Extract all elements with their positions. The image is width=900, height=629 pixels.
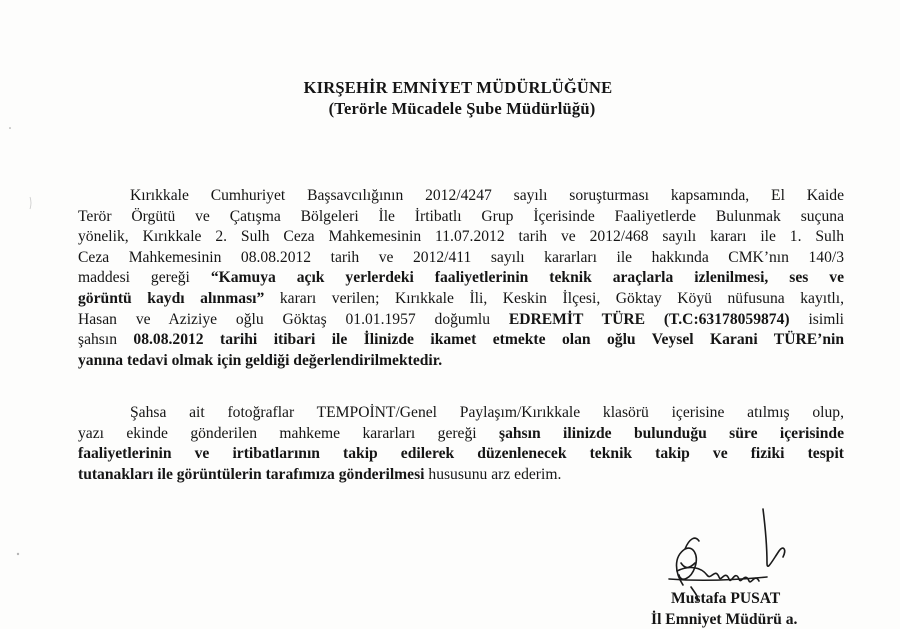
paragraph-1-line [78,248,844,269]
document-title: KIRŞEHİR EMNİYET MÜDÜRLÜĞÜNE [303,78,613,97]
paragraph-1-line [78,268,844,289]
paragraph-1-line [78,289,844,310]
bold-text-run: görüntü kaydı alınması” [78,289,265,307]
document-subtitle: (Terörle Mücadele Şube Müdürlüğü) [328,99,596,118]
text-run: hususunu arz ederim. [424,465,562,483]
paragraph-1-line [78,351,844,372]
text-run: kararı verilen; Kırıkkale İli, Keskin İlçesi, Göktay Köyü nüfusuna kayıtlı, [264,289,844,307]
text-run: yazı ekinde gönderilen mahkeme kararları gereği [78,424,500,442]
text-run: Hasan ve Aziziye oğlu Göktaş 01.01.1957 doğumlu [78,310,509,328]
bold-text-run: EDREMİT TÜRE (T.C:63178059874) [508,310,790,328]
bold-text-run: yanına tedavi olmak için geldiği değerlendirilmektedir. [78,351,443,369]
bold-text-run: 08.08.2012 tarihi itibari ile İlinizde ikamet etmekte olan oğlu Veysel Karani TÜRE’nin [133,331,844,349]
bold-text-run: şahsın ilinizde bulunduğu süre içerisinde [499,424,844,442]
text-run: Ceza Mahkemesinin 08.08.2012 tarih ve 2012/411 sayılı kararları ile hakkında CMK’nın 140/3 [78,248,844,266]
paragraph-1-line [78,330,844,351]
paragraph-2 [78,403,844,485]
paragraph-1-line [78,186,844,207]
paragraph-1-line [78,207,844,228]
bold-text-run: “Kamuya açık yerlerdeki faaliyetlerinin teknik araçlarla izlenilmesi, ses ve [210,269,844,287]
text-run: maddesi gereği [78,269,211,287]
text-run: şahsın [78,331,134,349]
bold-text-run: faaliyetlerinin ve irtibatlarının takip edilerek düzenlenecek teknik takip ve fiziki tespit [78,445,844,463]
text-run: isimli [789,310,844,328]
paragraph-1 [78,186,844,371]
paragraph-1-line [78,227,844,248]
paragraph-2-line [78,465,844,486]
paragraph-2-line [78,424,844,445]
text-run: Kırıkkale Cumhuriyet Başsavcılığının 2012/4247 sayılı soruşturması kapsamında, El Kaide [130,187,844,204]
signer-title: İl Emniyet Müdürü a. [651,611,798,628]
paragraph-2-line [78,444,844,465]
signer-name: Mustafa PUSAT [671,590,781,607]
paragraph-1-line [78,310,844,331]
text-run: Terör Örgütü ve Çatışma Bölgeleri İle İrtibatlı Grup İçerisinde Faaliyetlerde Bulunmak suçuna [78,207,844,225]
text-run: yönelik, Kırıkkale 2. Sulh Ceza Mahkemesinin 11.07.2012 tarih ve 2012/468 sayılı kararı ile 1. Sulh [78,228,844,246]
text-run: Şahsa ait fotoğraflar TEMPOİNT/Genel Paylaşım/Kırıkkale klasörü içerisine atılmış olup, [130,404,844,421]
bold-text-run: tutanakları ile görüntülerin tarafımıza gönderilmesi [78,465,425,483]
paragraph-2-line [78,403,844,424]
